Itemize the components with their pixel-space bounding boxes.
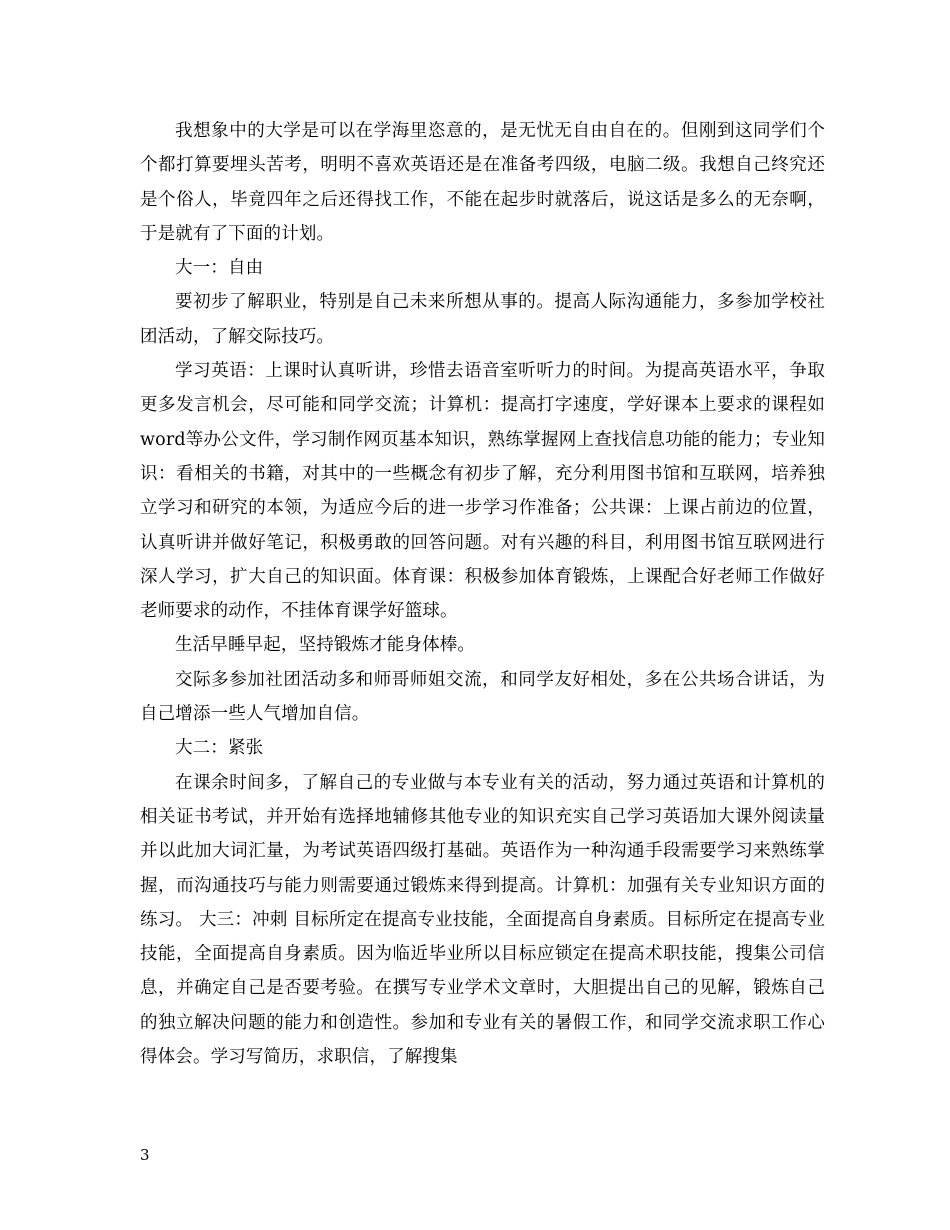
paragraph-intro: 我想象中的大学是可以在学海里恣意的，是无忧无自由自在的。但刚到这同学们个个都打算要埋头苦考，明明不喜欢英语还是在准备考四级，电脑二级。我想自己终究还是个俗人，毕竟四年之后还得找工作，不能在起步时就落后，说这话是多么的无奈啊，于是就有了下面的计划。 xyxy=(140,121,825,244)
paragraph-career-understanding: 要初步了解职业，特别是自己未来所想从事的。提高人际沟通能力，多参加学校社团活动，了解交际技巧。 xyxy=(140,292,825,347)
paragraph-social-plan: 交际多参加社团活动多和师哥师姐交流，和同学友好相处，多在公共场合讲话，为自己增添一些人气增加自信。 xyxy=(140,669,825,725)
document-body xyxy=(140,114,825,1074)
heading-sophomore-year: 大二：紧张 xyxy=(175,738,264,759)
paragraph-sophomore-junior-plan: 在课余时间多，了解自己的专业做与本专业有关的活动，努力通过英语和计算机的相关证书考试，并开始有选择地辅修其他专业的知识充实自己学习英语加大课外阅读量并以此加大词汇量，为考试英语四级打基础。英语作为一种沟通手段需要学习来熟练掌握，而沟通技巧与能力则需要通过锻炼来得到提高。计算机：加强有关专业知识方面的练习。 大三：冲刺 目标所定在提高专业技能，全面提高自身素质。目标所定在提高专业技能，全面提高自身素质。因为临近毕业所以目标应锁定在提高术职技能，搜集公司信息，并确定自己是否要考验。在撰写专业学术文章时，大胆提出自己的见解，锻炼自己的独立解决问题的能力和创造性。参加和专业有关的暑假工作，和同学交流求职工作心得体会。学习写简历，求职信，了解搜集 xyxy=(140,772,825,1068)
page-number: 3 xyxy=(140,1146,150,1164)
heading-freshman-year: 大一：自由 xyxy=(175,258,264,279)
paragraph-life-plan: 生活早睡早起，坚持锻炼才能身体棒。 xyxy=(175,635,476,656)
paragraph-study-plan: 学习英语：上课时认真听讲，珍惜去语音室听听力的时间。为提高英语水平，争取更多发言机会，尽可能和同学交流；计算机：提高打字速度，学好课本上要求的课程如word等办公文件，学习制作网页基本知识，熟练掌握网上查找信息功能的能力；专业知识：看相关的书籍，对其中的一些概念有初步了解，充分利用图书馆和互联网，培养独立学习和研究的本领，为适应今后的进一步学习作准备；公共课：上课占前边的位置，认真听讲并做好笔记，积极勇敢的回答问题。对有兴趣的科目，利用图书馆互联网进行深人学习，扩大自己的知识面。体育课：积极参加体育锻炼，上课配合好老师工作做好老师要求的动作，不挂体育课学好篮球。 xyxy=(140,361,825,622)
